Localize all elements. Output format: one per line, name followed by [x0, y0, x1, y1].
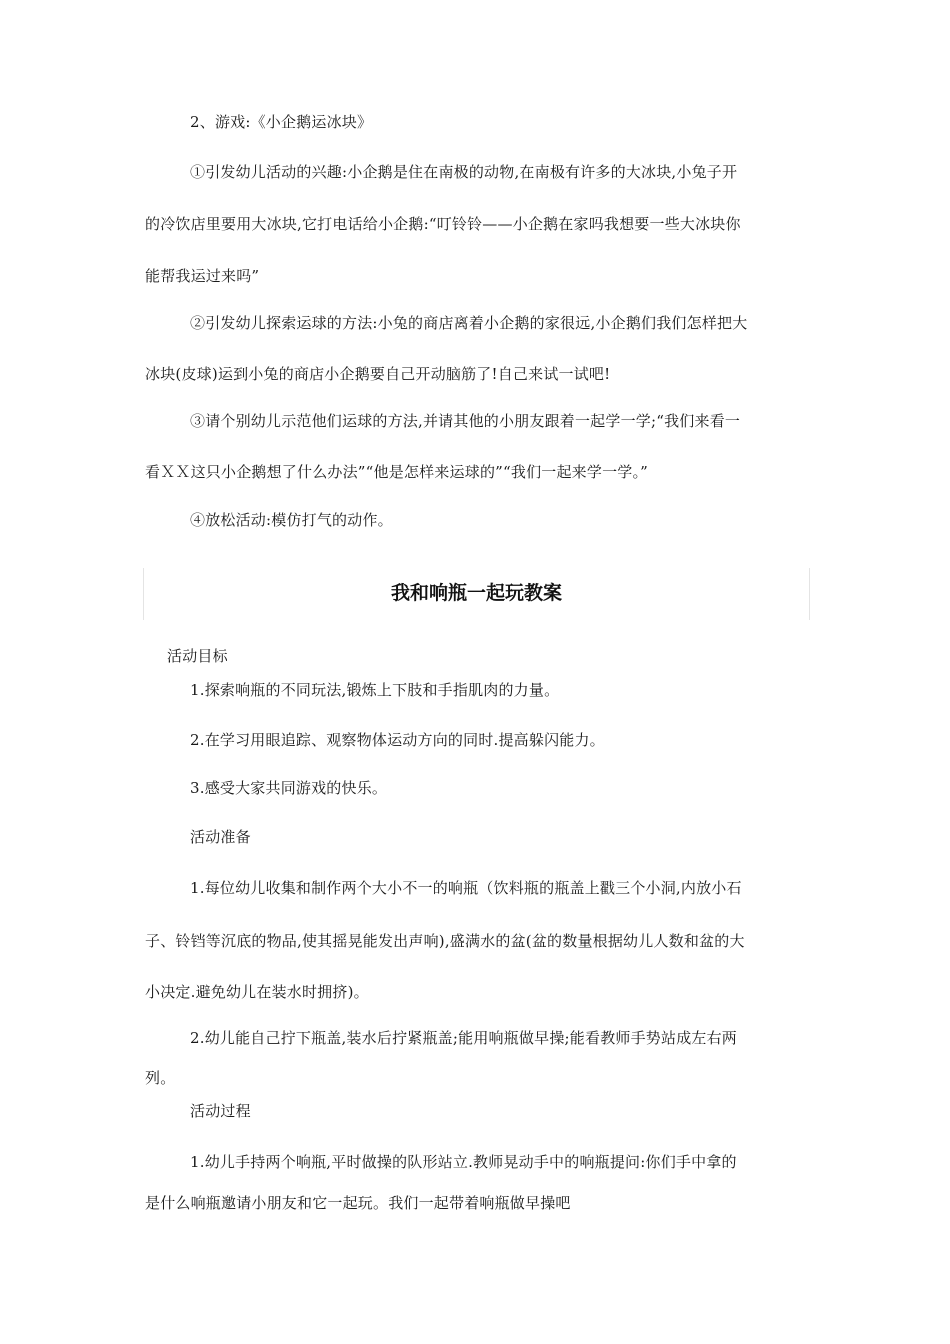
- paragraph-3-line-2: 看ＸＸ这只小企鹅想了什么办法”“他是怎样来运球的”“我们一起来学一学。”: [145, 463, 649, 481]
- game-heading: 2、游戏:《小企鹅运冰块》: [190, 113, 373, 131]
- prep-1-line-2: 子、铃铛等沉底的物品,使其摇晃能发出声响),盛满水的盆(盆的数量根据幼儿人数和盆的大: [145, 932, 745, 950]
- prep-1-line-1: 1.每位幼儿收集和制作两个大小不一的响瓶（饮料瓶的瓶盖上戳三个小洞,内放小石: [190, 879, 742, 897]
- paragraph-1-line-1: ①引发幼儿活动的兴趣:小企鹅是住在南极的动物,在南极有许多的大冰块,小兔子开: [190, 163, 738, 181]
- paragraph-2-line-1: ②引发幼儿探索运球的方法:小兔的商店离着小企鹅的家很远,小企鹅们我们怎样把大: [190, 314, 748, 332]
- paragraph-2-line-2: 冰块(皮球)运到小兔的商店小企鹅要自己开动脑筋了!自己来试一试吧!: [145, 365, 611, 383]
- goal-1: 1.探索响瓶的不同玩法,锻炼上下肢和手指肌肉的力量。: [190, 681, 560, 699]
- paragraph-1-line-2: 的冷饮店里要用大冰块,它打电话给小企鹅:“叮铃铃——小企鹅在家吗我想要一些大冰块你: [145, 215, 741, 233]
- page-title: 我和响瓶一起玩教案: [390, 582, 562, 604]
- goal-3: 3.感受大家共同游戏的快乐。: [190, 779, 388, 797]
- process-1-line-2: 是什么响瓶邀请小朋友和它一起玩。我们一起带着响瓶做早操吧: [145, 1194, 571, 1212]
- prep-2-line-1: 2.幼儿能自己拧下瓶盖,装水后拧紧瓶盖;能用响瓶做早操;能看教师手势站成左右两: [190, 1029, 737, 1047]
- process-heading: 活动过程: [190, 1102, 251, 1120]
- prep-1-line-3: 小决定.避免幼儿在装水时拥挤)。: [145, 983, 369, 1001]
- title-box: [143, 568, 810, 620]
- paragraph-4-line-1: ④放松活动:模仿打气的动作。: [190, 511, 393, 529]
- goal-2: 2.在学习用眼追踪、观察物体运动方向的同时.提高躲闪能力。: [190, 731, 605, 749]
- paragraph-1-line-3: 能帮我运过来吗”: [145, 267, 260, 285]
- process-1-line-1: 1.幼儿手持两个响瓶,平时做操的队形站立.教师晃动手中的响瓶提问:你们手中拿的: [190, 1153, 737, 1171]
- prep-heading: 活动准备: [190, 828, 251, 846]
- prep-2-line-2: 列。: [145, 1069, 176, 1087]
- paragraph-3-line-1: ③请个别幼儿示范他们运球的方法,并请其他的小朋友跟着一起学一学;“我们来看一: [190, 412, 741, 430]
- goals-heading: 活动目标: [167, 647, 228, 665]
